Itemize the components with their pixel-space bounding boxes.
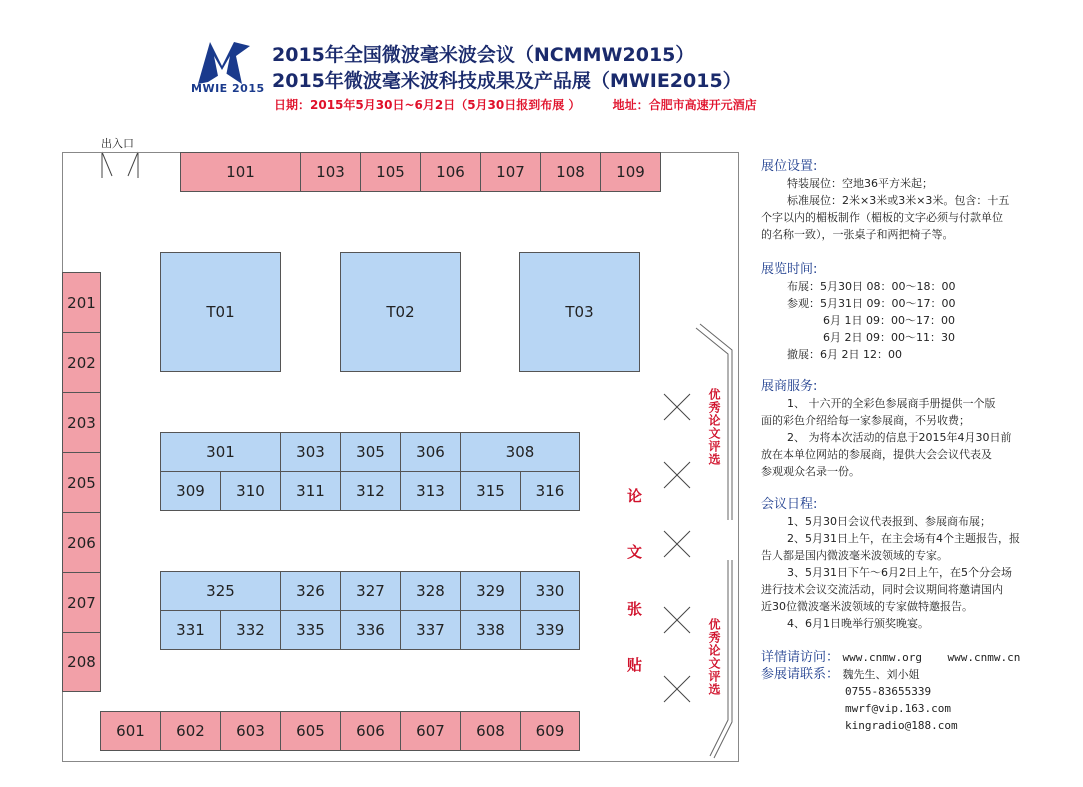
schedule-line: 4、6月1日晚举行颁奖晚宴。 <box>787 617 929 630</box>
booth-108[interactable]: 108 <box>540 152 601 192</box>
booth-338[interactable]: 338 <box>460 610 521 650</box>
website-link-org[interactable]: www.cnmw.org <box>842 651 922 664</box>
booth-336[interactable]: 336 <box>340 610 401 650</box>
booth-107[interactable]: 107 <box>480 152 541 192</box>
exhibit-time-section <box>761 261 955 363</box>
booth-106[interactable]: 106 <box>420 152 481 192</box>
booth-315[interactable]: 315 <box>460 471 521 511</box>
booth-603[interactable]: 603 <box>220 711 281 751</box>
exhibit-time-line: 参观：5月31日 09：00～17：00 <box>787 297 956 310</box>
booth-339[interactable]: 339 <box>520 610 580 650</box>
poster-stand-icon <box>660 672 694 706</box>
booth-332[interactable]: 332 <box>220 610 281 650</box>
booth-206[interactable]: 206 <box>62 512 101 573</box>
booth-606[interactable]: 606 <box>340 711 401 751</box>
exhibition-title: 2015年微波毫米波科技成果及产品展（MWIE2015） <box>272 70 742 92</box>
services-line: 参观观众名录一份。 <box>761 465 860 478</box>
booth-t02[interactable]: T02 <box>340 252 461 372</box>
schedule-line: 告人都是国内微波毫米波领域的专家。 <box>761 549 948 562</box>
booth-setup-line: 的名称一致），一张桌子和两把椅子等。 <box>761 228 954 241</box>
poster-char: 文 <box>627 543 643 561</box>
booth-608[interactable]: 608 <box>460 711 521 751</box>
schedule-line: 2、5月31日上午，在主会场有4个主题报告，报 <box>787 532 1020 545</box>
booth-329[interactable]: 329 <box>460 571 521 611</box>
booth-326[interactable]: 326 <box>280 571 341 611</box>
booth-setup-heading: 展位设置: <box>761 159 818 174</box>
event-info <box>274 96 785 113</box>
services-heading: 展商服务: <box>761 379 818 394</box>
services-line: 1、 十六开的全彩色参展商手册提供一个版 <box>787 397 996 410</box>
booth-103[interactable]: 103 <box>300 152 361 192</box>
booth-607[interactable]: 607 <box>400 711 461 751</box>
schedule-line: 进行技术会议交流活动，同时会议期间将邀请国内 <box>761 583 1003 596</box>
services-section <box>761 378 1011 480</box>
poster-char: 张 <box>627 600 643 618</box>
poster-char: 论 <box>627 487 643 505</box>
booth-331[interactable]: 331 <box>160 610 221 650</box>
website-link-cn[interactable]: www.cnmw.cn <box>947 651 1021 664</box>
booth-t03[interactable]: T03 <box>519 252 640 372</box>
booth-327[interactable]: 327 <box>340 571 401 611</box>
visit-label: 详情请访问： <box>761 650 840 665</box>
exhibit-time-line: 布展：5月30日 08：00～18：00 <box>787 280 956 293</box>
contact-phone: 0755-83655339 <box>845 685 932 698</box>
booth-609[interactable]: 609 <box>520 711 580 751</box>
poster-stand-icon <box>660 527 694 561</box>
entrance-label: 出入口 <box>101 137 134 150</box>
booth-setup-section <box>761 158 1009 243</box>
schedule-line: 3、5月31日下午～6月2日上午，在5个分会场 <box>787 566 1012 579</box>
conference-title: 2015年全国微波毫米波会议（NCMMW2015） <box>272 44 695 66</box>
booth-330[interactable]: 330 <box>520 571 580 611</box>
booth-309[interactable]: 309 <box>160 471 221 511</box>
schedule-line: 1、5月30日会议代表报到、参展商布展； <box>787 515 991 528</box>
booth-202[interactable]: 202 <box>62 332 101 393</box>
booth-205[interactable]: 205 <box>62 452 101 513</box>
schedule-heading: 会议日程: <box>761 497 818 512</box>
booth-308[interactable]: 308 <box>460 432 580 472</box>
logo-text: MWIE 2015 <box>191 82 265 95</box>
booth-208[interactable]: 208 <box>62 632 101 692</box>
booth-setup-line: 特装展位：空地36平方米起； <box>787 177 933 190</box>
schedule-section <box>761 496 1020 632</box>
paper-review-label: 优秀论文评选 <box>707 618 721 696</box>
booth-207[interactable]: 207 <box>62 572 101 633</box>
booth-303[interactable]: 303 <box>280 432 341 472</box>
poster-stand-icon <box>660 390 694 424</box>
booth-201[interactable]: 201 <box>62 272 101 333</box>
exhibit-time-line: 撤展：6月 2日 12：00 <box>787 348 902 361</box>
booth-105[interactable]: 105 <box>360 152 421 192</box>
contact-label: 参展请联系： <box>761 667 840 682</box>
booth-337[interactable]: 337 <box>400 610 461 650</box>
schedule-line: 近30位微波毫米波领域的专家做特邀报告。 <box>761 600 973 613</box>
services-line: 2、 为将本次活动的信息于2015年4月30日前 <box>787 431 1012 444</box>
booth-setup-line: 个字以内的楣板制作（楣板的文字必须与付款单位 <box>761 211 1003 224</box>
exhibit-time-line: 6月 1日 09：00～17：00 <box>823 314 955 327</box>
poster-stand-icon <box>660 603 694 637</box>
booth-312[interactable]: 312 <box>340 471 401 511</box>
booth-301[interactable]: 301 <box>160 432 281 472</box>
services-line: 面的彩色介绍给每一家参展商，不另收费； <box>761 414 970 427</box>
poster-stand-icon <box>660 458 694 492</box>
booth-605[interactable]: 605 <box>280 711 341 751</box>
booth-601[interactable]: 601 <box>100 711 161 751</box>
contact-email-1[interactable]: mwrf@vip.163.com <box>845 702 951 715</box>
poster-char: 贴 <box>627 656 643 674</box>
exhibit-time-heading: 展览时间: <box>761 262 818 277</box>
booth-325[interactable]: 325 <box>160 571 281 611</box>
contact-email-2[interactable]: kingradio@188.com <box>845 719 958 732</box>
booth-316[interactable]: 316 <box>520 471 580 511</box>
booth-101[interactable]: 101 <box>180 152 301 192</box>
booth-t01[interactable]: T01 <box>160 252 281 372</box>
booth-306[interactable]: 306 <box>400 432 461 472</box>
booth-311[interactable]: 311 <box>280 471 341 511</box>
booth-305[interactable]: 305 <box>340 432 401 472</box>
contact-section <box>761 649 1020 734</box>
booth-313[interactable]: 313 <box>400 471 461 511</box>
booth-203[interactable]: 203 <box>62 392 101 453</box>
booth-328[interactable]: 328 <box>400 571 461 611</box>
booth-109[interactable]: 109 <box>600 152 661 192</box>
booth-310[interactable]: 310 <box>220 471 281 511</box>
exhibit-time-line: 6月 2日 09：00～11：30 <box>823 331 955 344</box>
contact-people: 魏先生、刘小姐 <box>842 668 920 681</box>
paper-review-label: 优秀论文评选 <box>707 388 721 466</box>
event-address: 地址：合肥市高速开元酒店 <box>612 98 757 112</box>
booth-335[interactable]: 335 <box>280 610 341 650</box>
booth-602[interactable]: 602 <box>160 711 221 751</box>
event-date: 日期：2015年5月30日~6月2日（5月30日报到布展 ） <box>274 98 581 112</box>
services-line: 放在本单位网站的参展商，提供大会会议代表及 <box>761 448 992 461</box>
booth-setup-line: 标准展位：2米×3米或3米×3米。包含：十五 <box>787 194 1010 207</box>
